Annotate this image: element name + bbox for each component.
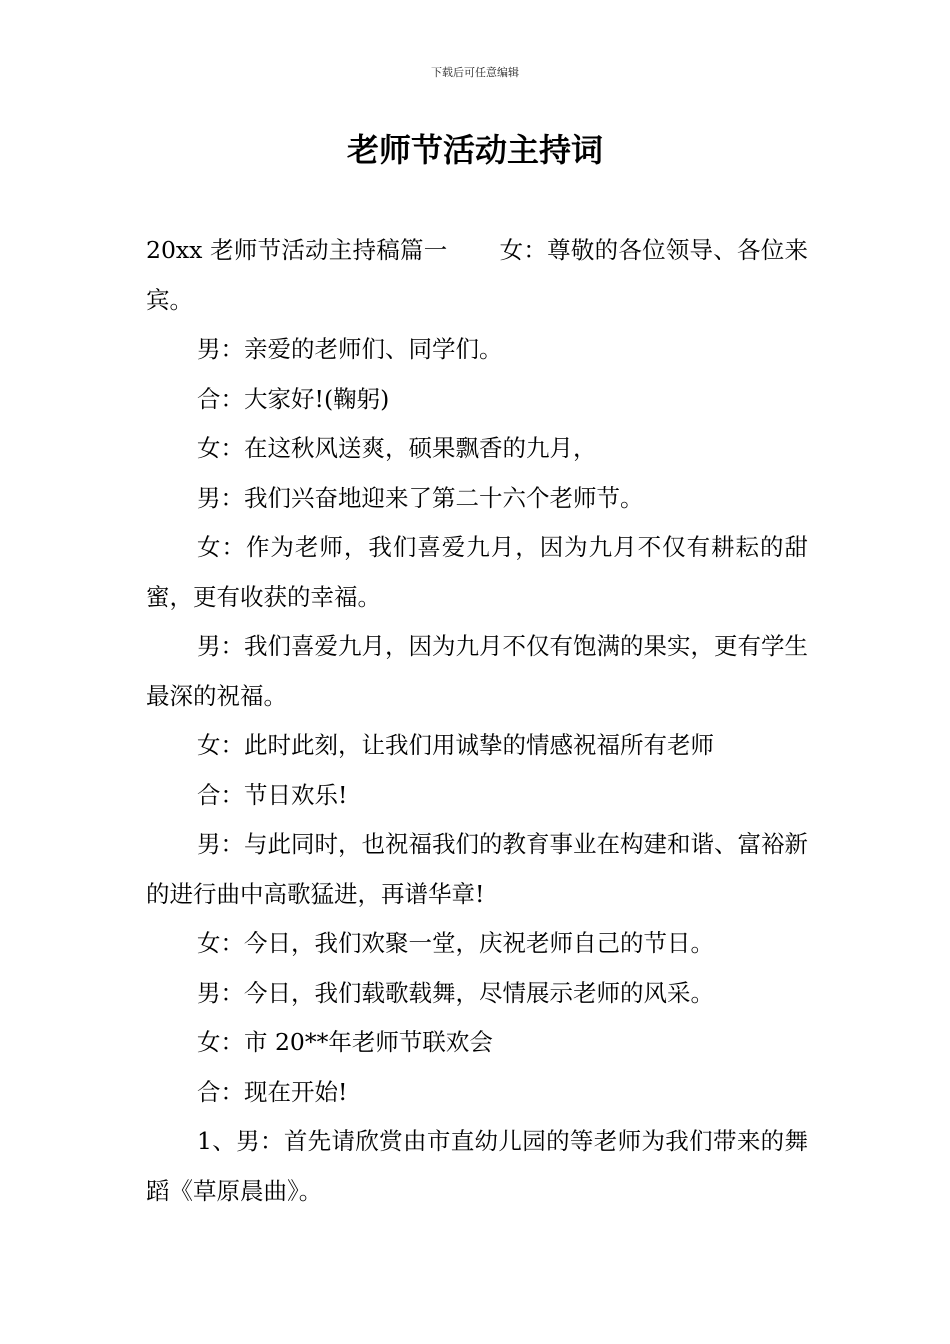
paragraph: 男：我们兴奋地迎来了第二十六个老师节。 <box>197 483 644 512</box>
paragraph: 1、男：首先请欣赏由市直幼儿园的等老师为我们带来的舞蹈《草原晨曲》。 <box>146 1127 808 1205</box>
document-title: 老师节活动主持词 <box>346 131 603 169</box>
intro-heading: 20xx 老师节活动主持稿篇一 <box>146 236 448 264</box>
intro-text: 女：尊敬的各位领导、各位来宾。 <box>146 236 808 314</box>
paragraph: 男：今日，我们载歌载舞，尽情展示老师的风采。 <box>197 978 714 1007</box>
paragraph: 男：亲爱的老师们、同学们。 <box>197 335 503 363</box>
paragraph: 女：今日，我们欢聚一堂，庆祝老师自己的节日。 <box>197 929 714 957</box>
paragraph: 男：与此同时，也祝福我们的教育事业在构建和谐、富裕新的进行曲中高歌猛进，再谱华章! <box>146 830 808 908</box>
intro-paragraph <box>146 226 808 325</box>
document-body <box>146 226 808 1216</box>
paragraph: 女：此时此刻，让我们用诚挚的情感祝福所有老师 <box>197 731 714 759</box>
paragraph: 合：大家好!(鞠躬) <box>197 384 390 413</box>
header-note: 下载后可任意编辑 <box>431 66 519 79</box>
paragraph: 女：作为老师，我们喜爱九月，因为九月不仅有耕耘的甜蜜，更有收获的幸福。 <box>146 533 808 611</box>
paragraph: 男：我们喜爱九月，因为九月不仅有饱满的果实，更有学生最深的祝福。 <box>146 632 808 710</box>
paragraph: 合：节日欢乐! <box>197 780 348 809</box>
paragraph: 女：市 20**年老师节联欢会 <box>197 1028 493 1056</box>
paragraph: 女：在这秋风送爽，硕果飘香的九月， <box>197 434 597 462</box>
paragraph: 合：现在开始! <box>197 1077 348 1106</box>
